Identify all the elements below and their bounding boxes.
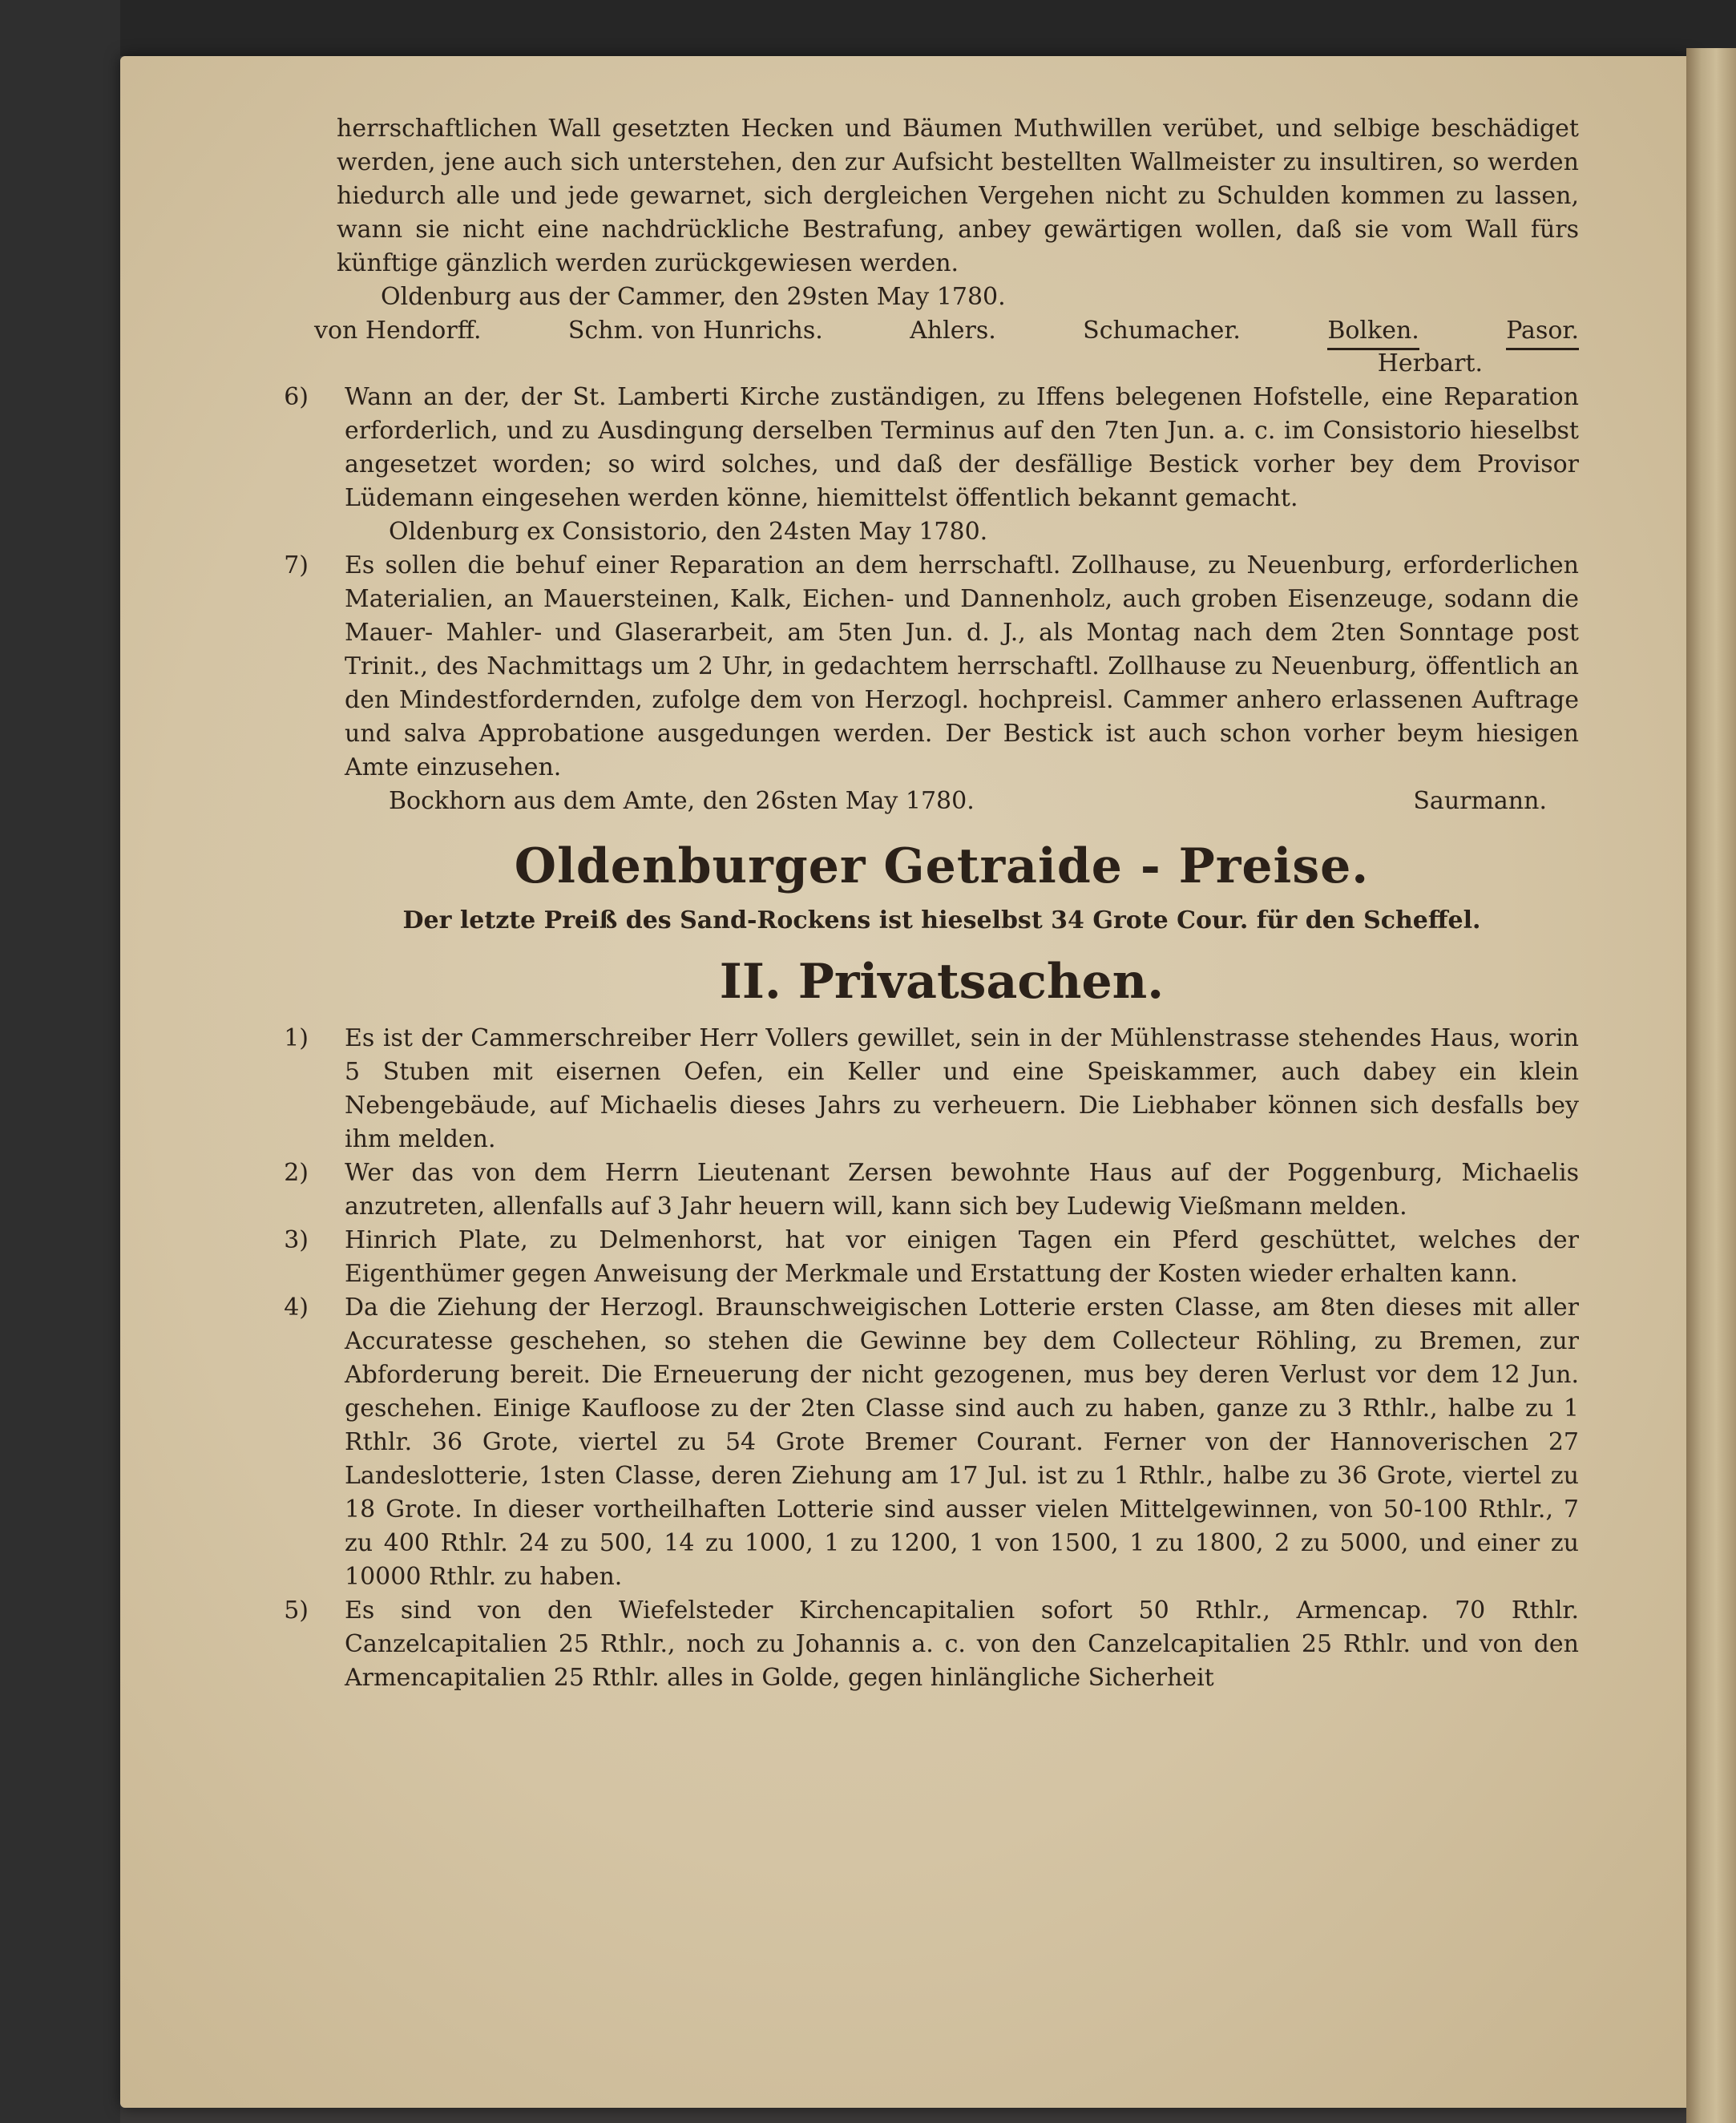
signature: Schumacher. xyxy=(1083,317,1241,345)
signature-line xyxy=(314,314,1579,350)
private-item xyxy=(284,1291,1579,1594)
private-item xyxy=(284,1594,1579,1695)
notice-date-row xyxy=(345,515,1579,549)
notice-item xyxy=(284,381,1579,549)
notice-date: Oldenburg ex Consistorio, den 24sten May 1780. xyxy=(389,518,988,546)
private-item-text: Wer das von dem Herrn Lieutenant Zersen bewohnte Haus auf der Poggenburg, Michaelis anzutreten, allenfalls auf 3 Jahr heuern will, kann sich bey Ludewig Vießmann melden. xyxy=(345,1159,1579,1221)
private-item-text: Es ist der Cammerschreiber Herr Vollers gewillet, sein in der Mühlenstrasse stehendes Haus, worin 5 Stuben mit eisernen Oefen, ein Keller und eine Speiskammer, auch dabey ein klein Nebengebäude, auf Michaelis dieses Jahrs zu verheuern. Die Liebhaber können sich desfalls bey ihm melden. xyxy=(345,1024,1579,1153)
page-stack-edge xyxy=(1686,48,1736,2123)
private-item-number: 4) xyxy=(284,1294,309,1322)
private-item-text: Es sind von den Wiefelsteder Kirchencapitalien sofort 50 Rthlr., Armencap. 70 Rthlr. Canzelcapitalien 25 Rthlr., noch zu Johannis a. c. von den Canzelcapitalien 25 Rthlr. und von den Armencapitalien 25 Rthlr. alles in Golde, gegen hinlängliche Sicherheit xyxy=(345,1596,1579,1692)
scanner-backdrop-left xyxy=(0,0,120,2123)
notice-number: 6) xyxy=(284,383,309,411)
notice-number: 7) xyxy=(284,551,309,579)
signature-extra: Herbart. xyxy=(1377,349,1483,377)
notice-signer: Saurmann. xyxy=(1413,787,1547,815)
signature: Bolken. xyxy=(1327,314,1419,350)
private-item-number: 3) xyxy=(284,1226,309,1254)
notice-item xyxy=(284,549,1579,818)
top-paragraph: herrschaftlichen Wall gesetzten Hecken und Bäumen Muthwillen verübet, und selbige beschädiget werden, jene auch sich unterstehen, den zur Aufsicht bestellten Wallmeister zu insultiren, so werden hiedurch alle und jede gewarnet, sich dergleichen Vergehen nicht zu Schulden kommen zu lassen, wann sie nicht eine nachdrückliche Bestrafung, anbey gewärtigen wollen, daß sie vom Wall fürs künftige gänzlich werden zurückgewiesen werden. xyxy=(337,115,1579,277)
grain-price-line: Der letzte Preiß des Sand-Rockens ist hieselbst 34 Grote Cour. für den Scheffel. xyxy=(402,906,1481,934)
private-item-text: Hinrich Plate, zu Delmenhorst, hat vor einigen Tagen ein Pferd geschüttet, welches der Eigenthümer gegen Anweisung der Merkmale und Erstattung der Kosten wieder erhalten kann. xyxy=(345,1226,1579,1288)
page-text xyxy=(284,112,1579,1695)
signature: Ahlers. xyxy=(910,317,996,345)
notice-text: Es sollen die behuf einer Reparation an dem herrschaftl. Zollhause, zu Neuenburg, erforderlichen Materialien, an Mauersteinen, Kalk, Eichen- und Dannenholz, auch groben Eisenzeuge, sodann die Mauer- Mahler- und Glaserarbeit, am 5ten Jun. d. J., als Montag nach dem 2ten Sonntage post Trinit., des Nachmittags um 2 Uhr, in gedachtem herrschaftl. Zollhause zu Neuenburg, öffentlich an den Mindestfordernden, zufolge dem von Herzogl. hochpreisl. Cammer anhero erlassenen Auftrage und salva Approbatione ausgedungen werden. Der Bestick ist auch schon vorher beym hiesigen Amte einzusehen. xyxy=(345,551,1579,781)
private-item-number: 5) xyxy=(284,1596,309,1625)
notice-text: Wann an der, der St. Lamberti Kirche zuständigen, zu Iffens belegenen Hofstelle, eine Reparation erforderlich, und zu Ausdingung derselben Terminus auf den 7ten Jun. a. c. im Consistorio hieselbst angesetzet worden; so wird solches, und daß der desfällige Bestick vorher bey dem Provisor Lüdemann eingesehen werden könne, hiemittelst öffentlich bekannt gemacht. xyxy=(345,383,1579,512)
private-item xyxy=(284,1022,1579,1156)
private-matters-heading: II. Privatsachen. xyxy=(719,954,1165,1010)
signature: Schm. von Hunrichs. xyxy=(567,317,823,345)
private-item xyxy=(284,1224,1579,1291)
signature: von Hendorff. xyxy=(314,317,482,345)
top-date-line: Oldenburg aus der Cammer, den 29sten May 1780. xyxy=(381,283,1006,311)
notice-date-row xyxy=(345,785,1579,818)
scanner-backdrop-top xyxy=(0,0,1736,56)
grain-prices-heading: Oldenburger Getraide - Preise. xyxy=(514,838,1370,894)
private-item-number: 1) xyxy=(284,1024,309,1052)
private-item xyxy=(284,1156,1579,1224)
signature: Pasor. xyxy=(1506,314,1579,350)
private-item-number: 2) xyxy=(284,1159,309,1187)
private-item-text: Da die Ziehung der Herzogl. Braunschweigischen Lotterie ersten Classe, am 8ten dieses mit aller Accuratesse geschehen, so stehen die Gewinne bey dem Collecteur Röhling, zu Bremen, zur Abforderung bereit. Die Erneuerung der nicht gezogenen, mus bey deren Verlust vor dem 12 Jun. geschehen. Einige Kaufloose zu der 2ten Classe sind auch zu haben, ganze zu 3 Rthlr., halbe zu 1 Rthlr. 36 Grote, viertel zu 54 Grote Bremer Courant. Ferner von der Hannoverischen 27 Landeslotterie, 1sten Classe, deren Ziehung am 17 Jul. ist zu 1 Rthlr., halbe zu 36 Grote, viertel zu 18 Grote. In dieser vortheilhaften Lotterie sind ausser vielen Mittelgewinnen, von 50-100 Rthlr., 7 zu 400 Rthlr. 24 zu 500, 14 zu 1000, 1 zu 1200, 1 von 1500, 1 zu 1800, 2 zu 5000, und einer zu 10000 Rthlr. zu haben. xyxy=(345,1294,1579,1591)
notice-date: Bockhorn aus dem Amte, den 26sten May 1780. xyxy=(389,787,975,815)
